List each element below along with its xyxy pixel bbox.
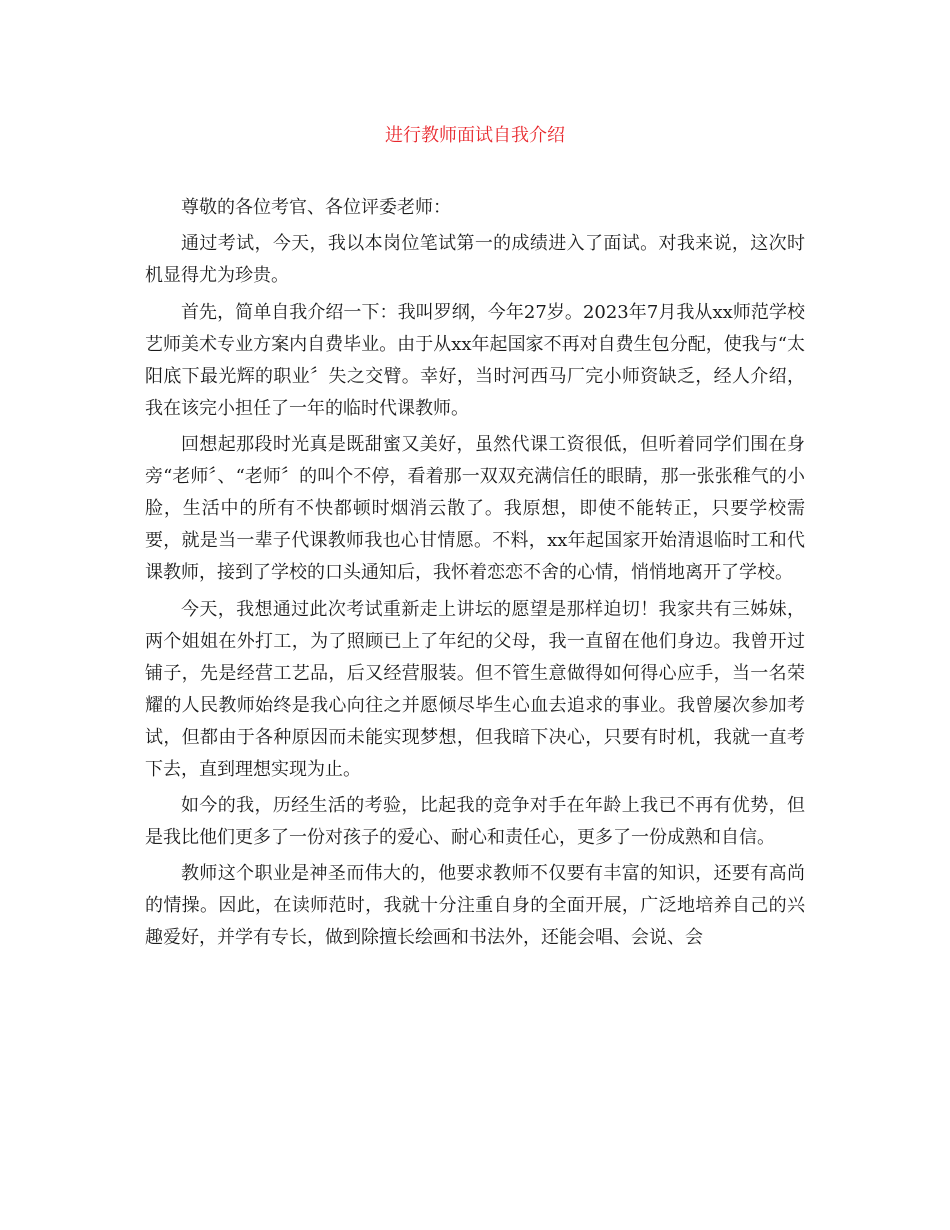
document-title: 进行教师面试自我介绍 [385,125,565,146]
paragraph: 回想起那段时光真是既甜蜜又美好，虽然代课工资很低，但听着同学们围在身旁“老师〞、“老师〞的叫个不停，看着那一双双充满信任的眼睛，那一张张稚气的小脸，生活中的所有不快都顿时烟消云散了。我原想，即使不能转正，只要学校需要，就是当一辈子代课教师我也心甘情愿。不料，xx年起国家开始清退临时工和代课教师，接到了学校的口头通知后，我怀着恋恋不舍的心情，悄悄地离开了学校。 [145,434,805,584]
paragraph: 今天，我想通过此次考试重新走上讲坛的愿望是那样迫切！我家共有三姊妹，两个姐姐在外打工，为了照顾已上了年纪的父母，我一直留在他们身边。我曾开过铺子，先是经营工艺品，后又经营服装。但不管生意做得如何得心应手，当一名荣耀的人民教师始终是我心向往之并愿倾尽毕生心血去追求的事业。我曾屡次参加考试，但都由于各种原因而未能实现梦想，但我暗下决心，只要有时机，我就一直考下去，直到理想实现为止。 [145,598,805,780]
paragraph: 首先，简单自我介绍一下：我叫罗纲，今年27岁。2023年7月我从xx师范学校艺师美术专业方案内自费毕业。由于从xx年起国家不再对自费生包分配，使我与“太阳底下最光辉的职业〞失之交臂。幸好，当时河西马厂完小师资缺乏，经人介绍，我在该完小担任了一年的临时代课教师。 [145,301,805,419]
document-body [145,192,805,959]
paragraph: 教师这个职业是神圣而伟大的，他要求教师不仅要有丰富的知识，还要有高尚的情操。因此，在读师范时，我就十分注重自身的全面开展，广泛地培养自己的兴趣爱好，并学有专长，做到除擅长绘画和书法外，还能会唱、会说、会 [145,863,805,949]
paragraph: 通过考试，今天，我以本岗位笔试第一的成绩进入了面试。对我来说，这次时机显得尤为珍贵。 [145,233,805,287]
paragraph: 如今的我，历经生活的考验，比起我的竞争对手在年龄上我已不再有优势，但是我比他们更多了一份对孩子的爱心、耐心和责任心，更多了一份成熟和自信。 [145,794,805,848]
paragraph-salutation: 尊敬的各位考官、各位评委老师： [181,197,451,218]
